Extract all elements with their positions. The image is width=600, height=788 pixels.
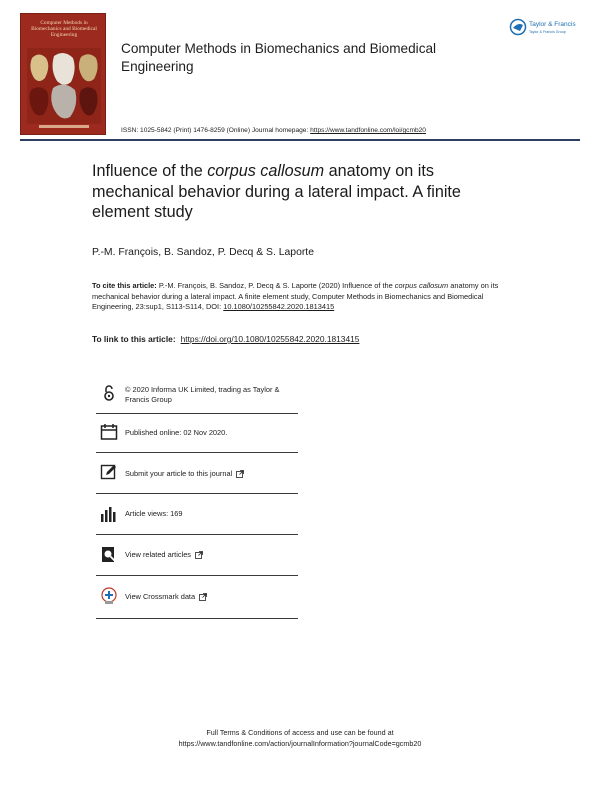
submit-article-link[interactable]: Submit your article to this journal — [125, 469, 244, 479]
cover-title: Computer Methods in Biomechanics and Biomedical Engineering — [31, 20, 97, 39]
related-articles-link[interactable]: View related articles — [125, 550, 203, 560]
taylor-francis-logo[interactable] — [508, 16, 588, 38]
article-title: Influence of the corpus callosum anatomy on its mechanical behavior during a lateral impact. A finite element study — [92, 162, 461, 221]
issn-text: ISSN: 1025-5842 (Print) 1476-8259 (Online) Journal homepage: — [121, 127, 309, 134]
citation-block — [92, 281, 522, 313]
article-info-list — [96, 375, 298, 619]
header-divider — [20, 139, 580, 141]
issn-line — [121, 127, 426, 134]
journal-homepage-link[interactable]: https://www.tandfonline.com/loi/gcmb20 — [310, 127, 426, 134]
crossmark-icon — [100, 587, 118, 605]
bar-chart-icon — [100, 505, 118, 523]
info-views — [96, 494, 298, 535]
info-crossmark[interactable] — [96, 576, 298, 619]
footer-terms-text: Full Terms & Conditions of access and use can be found at — [206, 728, 394, 737]
external-link-icon — [195, 551, 203, 559]
copyright-text: © 2020 Informa UK Limited, trading as Taylor & Francis Group — [125, 385, 280, 404]
cover-publisher-mark — [39, 125, 89, 128]
logo-text: Taylor & Francis — [529, 21, 576, 28]
citation-label: To cite this article: — [92, 281, 157, 290]
footer-terms-link[interactable]: https://www.tandfonline.com/action/journalInformation?journalCode=gcmb20 — [178, 739, 422, 748]
article-views: Article views: 169 — [125, 509, 183, 518]
info-related[interactable] — [96, 535, 298, 576]
published-date: Published online: 02 Nov 2020. — [125, 428, 228, 437]
info-copyright — [96, 375, 298, 414]
journal-cover — [20, 13, 106, 135]
cover-heart-illustration — [27, 48, 101, 124]
info-submit[interactable] — [96, 453, 298, 494]
logo-subtext: Taylor & Francis Group — [529, 30, 566, 34]
info-published — [96, 414, 298, 453]
citation-doi[interactable]: 10.1080/10255842.2020.1813415 — [223, 302, 335, 312]
related-articles-icon — [100, 546, 118, 564]
article-authors: P.-M. François, B. Sandoz, P. Decq & S. Laporte — [92, 247, 314, 258]
crossmark-link[interactable]: View Crossmark data — [125, 592, 207, 602]
edit-icon — [100, 463, 118, 481]
page-footer — [0, 727, 600, 749]
citation-italic: corpus callosum — [394, 281, 449, 290]
article-doi-link[interactable]: https://doi.org/10.1080/10255842.2020.1813415 — [180, 334, 360, 344]
citation-text-2: anatomy on its mechanical behavior during a lateral impact. A finite element study, Computer Methods in Biomechanics and Biomedical Engineering, 23:sup1, S113-S114, DOI: — [92, 281, 499, 312]
citation-text-1: P.-M. François, B. Sandoz, P. Decq & S. Laporte (2020) Influence of the — [158, 281, 393, 290]
open-access-icon — [100, 384, 118, 402]
journal-title: Computer Methods in Biomechanics and Biomedical Engineering — [121, 41, 437, 74]
external-link-icon — [236, 470, 244, 478]
link-label: To link to this article: — [92, 334, 176, 344]
link-line — [92, 334, 359, 344]
external-link-icon — [199, 593, 207, 601]
calendar-icon — [100, 423, 118, 441]
